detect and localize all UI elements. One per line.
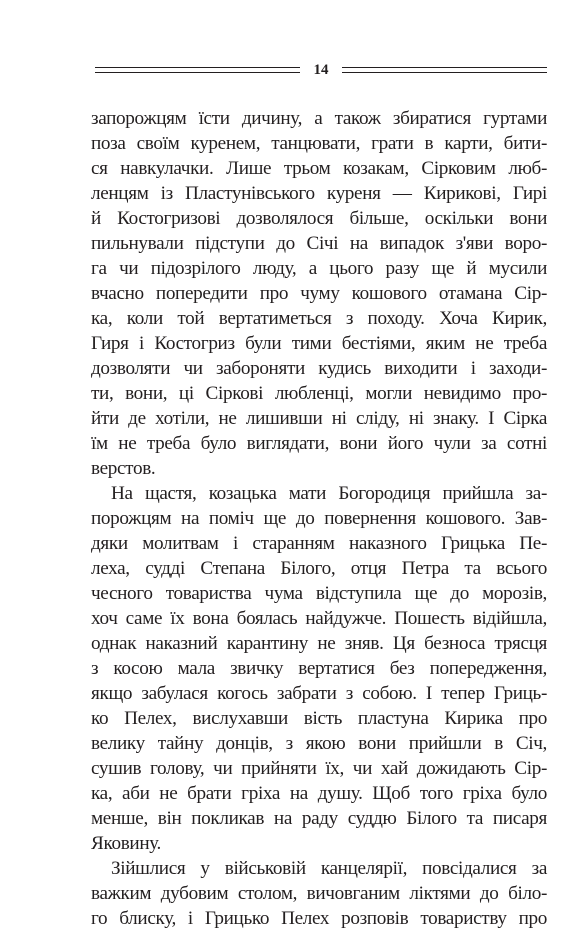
text-line: вчасно попередити про чуму кошового отамана Сір- [91, 283, 547, 304]
text-line: го блиску, і Грицько Пелех розповів товариству про [91, 908, 547, 929]
text-line: сушив голову, чи прийняти їх, чи хай дожидають Сір- [91, 758, 547, 779]
text-line: дозволяти чи забороняти кудись виходити і заходи- [91, 358, 547, 379]
paragraph [91, 106, 547, 481]
text-line: чесного товариства чума відступила ще до морозів, [91, 583, 547, 604]
text-line: ленцям із Пластунівського куреня — Кирикові, Гирі [91, 183, 547, 204]
body-text [91, 106, 547, 931]
text-line: їм не треба було виглядати, вони його чули за сотні [91, 433, 547, 454]
text-line: На щастя, козацька мати Богородиця прийшла за- [111, 483, 547, 504]
text-line: дяки молитвам і старанням наказного Грицька Пе- [91, 533, 547, 554]
text-line: велику тайну донців, з якою вони прийшли в Січ, [91, 733, 547, 754]
text-line: якщо забулася когось забрати з собою. І тепер Гриць- [91, 683, 547, 704]
text-line: й Костогризові дозволялося більше, оскільки вони [91, 208, 547, 229]
paragraph [91, 481, 547, 856]
text-line: верстов. [91, 458, 156, 479]
text-line: ко Пелех, вислухавши вість пластуна Кирика про [91, 708, 547, 729]
page-header [95, 62, 547, 80]
text-line: га чи підозрілого люду, а цього разу ще й мусили [91, 258, 547, 279]
text-line: з косою мала звичку вертатися без попередження, [91, 658, 547, 679]
text-line: однак наказний карантину не зняв. Ця безноса трясця [91, 633, 547, 654]
header-rule-right [342, 67, 547, 73]
page-number: 14 [313, 62, 329, 78]
text-line: хоч саме їх вона боялась найдужче. Пошесть відійшла, [91, 608, 547, 629]
text-line: Зійшлися у військовій канцелярії, повсідалися за [111, 858, 547, 879]
text-line: Гиря і Костогриз були тими бестіями, яким не треба [91, 333, 547, 354]
text-line: пильнували підступи до Січі на випадок з'яви воро- [91, 233, 547, 254]
text-line: йти де хотіли, не лишивши ні сліду, ні знаку. І Сірка [91, 408, 547, 429]
text-line: ти, вони, ці Сіркові любленці, могли невидимо про- [91, 383, 547, 404]
text-line: ка, аби не брати гріха на душу. Щоб того гріха було [91, 783, 547, 804]
text-line: ка, коли той вертатиметься з походу. Хоча Кирик, [91, 308, 547, 329]
text-line: запорожцям їсти дичину, а також збиратися гуртами [91, 108, 547, 129]
text-line: ся навкулачки. Лише трьом козакам, Сірковим люб- [91, 158, 547, 179]
text-line: порожцям на поміч ще до повернення кошового. Зав- [91, 508, 547, 529]
paragraph [91, 856, 547, 931]
text-line: поза своїм куренем, танцювати, грати в карти, бити- [91, 133, 547, 154]
text-line: важким дубовим столом, вичовганим ліктями до біло- [91, 883, 547, 904]
text-line: менше, він покликав на раду суддю Білого та писаря [91, 808, 547, 829]
text-line: леха, судді Степана Білого, отця Петра та всього [91, 558, 547, 579]
text-line: Яковину. [91, 833, 162, 854]
